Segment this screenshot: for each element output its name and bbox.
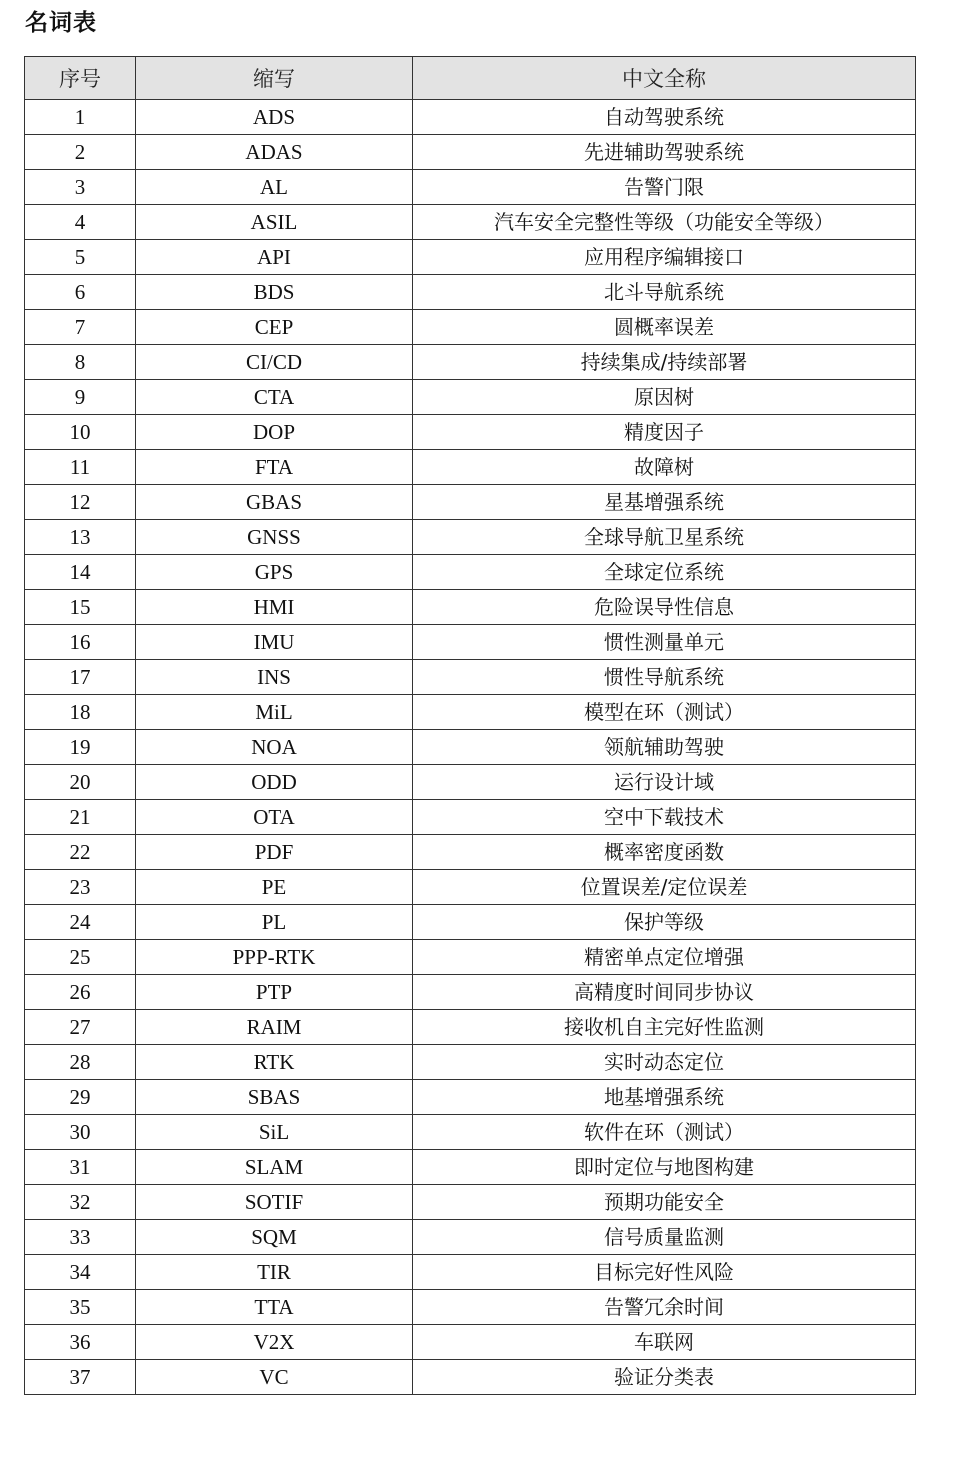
row-abbreviation-cell: DOP <box>136 415 413 450</box>
table-row <box>25 135 916 170</box>
row-index-cell: 27 <box>25 1010 136 1045</box>
row-index-cell: 24 <box>25 905 136 940</box>
row-full-name-cell: 自动驾驶系统 <box>413 100 916 135</box>
table-row <box>25 590 916 625</box>
table-row <box>25 905 916 940</box>
row-full-name-cell: 信号质量监测 <box>413 1220 916 1255</box>
row-index-cell: 33 <box>25 1220 136 1255</box>
row-full-name-cell: 持续集成/持续部署 <box>413 345 916 380</box>
row-index-cell: 7 <box>25 310 136 345</box>
row-index-cell: 12 <box>25 485 136 520</box>
row-abbreviation-cell: OTA <box>136 800 413 835</box>
table-row <box>25 835 916 870</box>
table-row <box>25 1150 916 1185</box>
row-full-name-cell: 模型在环（测试） <box>413 695 916 730</box>
row-full-name-cell: 空中下载技术 <box>413 800 916 835</box>
row-abbreviation-cell: PTP <box>136 975 413 1010</box>
row-abbreviation-cell: CTA <box>136 380 413 415</box>
row-index-cell: 14 <box>25 555 136 590</box>
row-index-cell: 11 <box>25 450 136 485</box>
row-full-name-cell: 圆概率误差 <box>413 310 916 345</box>
header-row <box>25 57 916 100</box>
row-index-cell: 15 <box>25 590 136 625</box>
row-index-cell: 31 <box>25 1150 136 1185</box>
table-row <box>25 240 916 275</box>
row-full-name-cell: 运行设计域 <box>413 765 916 800</box>
row-abbreviation-cell: GNSS <box>136 520 413 555</box>
row-abbreviation-cell: CEP <box>136 310 413 345</box>
row-abbreviation-cell: ADS <box>136 100 413 135</box>
table-row <box>25 695 916 730</box>
table-row <box>25 1255 916 1290</box>
row-abbreviation-cell: PL <box>136 905 413 940</box>
row-full-name-cell: 目标完好性风险 <box>413 1255 916 1290</box>
glossary-table <box>24 56 916 1395</box>
row-abbreviation-cell: IMU <box>136 625 413 660</box>
row-index-cell: 35 <box>25 1290 136 1325</box>
table-row <box>25 1115 916 1150</box>
table-row <box>25 555 916 590</box>
row-full-name-cell: 汽车安全完整性等级（功能安全等级） <box>413 205 916 240</box>
row-abbreviation-cell: INS <box>136 660 413 695</box>
table-row <box>25 1045 916 1080</box>
table-row <box>25 170 916 205</box>
row-full-name-cell: 车联网 <box>413 1325 916 1360</box>
table-row <box>25 485 916 520</box>
row-full-name-cell: 告警冗余时间 <box>413 1290 916 1325</box>
row-full-name-cell: 软件在环（测试） <box>413 1115 916 1150</box>
row-index-cell: 4 <box>25 205 136 240</box>
row-abbreviation-cell: ASIL <box>136 205 413 240</box>
row-full-name-cell: 北斗导航系统 <box>413 275 916 310</box>
row-full-name-cell: 概率密度函数 <box>413 835 916 870</box>
row-abbreviation-cell: SOTIF <box>136 1185 413 1220</box>
row-abbreviation-cell: PPP-RTK <box>136 940 413 975</box>
table-row <box>25 100 916 135</box>
table-row <box>25 275 916 310</box>
table-row <box>25 1290 916 1325</box>
table-row <box>25 1325 916 1360</box>
page-title: 名词表 <box>25 10 97 36</box>
table-row <box>25 1185 916 1220</box>
row-full-name-cell: 接收机自主完好性监测 <box>413 1010 916 1045</box>
row-abbreviation-cell: FTA <box>136 450 413 485</box>
row-abbreviation-cell: TIR <box>136 1255 413 1290</box>
row-full-name-cell: 保护等级 <box>413 905 916 940</box>
table-row <box>25 1080 916 1115</box>
table-row <box>25 660 916 695</box>
row-abbreviation-cell: CI/CD <box>136 345 413 380</box>
table-row <box>25 380 916 415</box>
row-index-cell: 21 <box>25 800 136 835</box>
row-full-name-cell: 位置误差/定位误差 <box>413 870 916 905</box>
row-full-name-cell: 应用程序编辑接口 <box>413 240 916 275</box>
row-index-cell: 17 <box>25 660 136 695</box>
row-abbreviation-cell: MiL <box>136 695 413 730</box>
row-full-name-cell: 精度因子 <box>413 415 916 450</box>
row-index-cell: 28 <box>25 1045 136 1080</box>
row-index-cell: 37 <box>25 1360 136 1395</box>
row-full-name-cell: 故障树 <box>413 450 916 485</box>
row-full-name-cell: 全球导航卫星系统 <box>413 520 916 555</box>
row-index-cell: 18 <box>25 695 136 730</box>
row-full-name-cell: 实时动态定位 <box>413 1045 916 1080</box>
row-index-cell: 1 <box>25 100 136 135</box>
row-index-cell: 25 <box>25 940 136 975</box>
table-row <box>25 520 916 555</box>
table-row <box>25 1220 916 1255</box>
row-full-name-cell: 原因树 <box>413 380 916 415</box>
row-abbreviation-cell: RAIM <box>136 1010 413 1045</box>
row-index-cell: 3 <box>25 170 136 205</box>
row-full-name-cell: 先进辅助驾驶系统 <box>413 135 916 170</box>
table-row <box>25 975 916 1010</box>
table-header <box>25 57 916 100</box>
row-full-name-cell: 预期功能安全 <box>413 1185 916 1220</box>
header-index: 序号 <box>25 57 136 100</box>
row-index-cell: 23 <box>25 870 136 905</box>
row-abbreviation-cell: GBAS <box>136 485 413 520</box>
row-index-cell: 26 <box>25 975 136 1010</box>
table-row <box>25 1360 916 1395</box>
row-abbreviation-cell: SLAM <box>136 1150 413 1185</box>
row-full-name-cell: 告警门限 <box>413 170 916 205</box>
row-index-cell: 8 <box>25 345 136 380</box>
header-full-name: 中文全称 <box>413 57 916 100</box>
row-index-cell: 6 <box>25 275 136 310</box>
row-abbreviation-cell: NOA <box>136 730 413 765</box>
row-abbreviation-cell: VC <box>136 1360 413 1395</box>
row-index-cell: 19 <box>25 730 136 765</box>
table-row <box>25 205 916 240</box>
table-row <box>25 415 916 450</box>
row-abbreviation-cell: TTA <box>136 1290 413 1325</box>
row-full-name-cell: 高精度时间同步协议 <box>413 975 916 1010</box>
table-row <box>25 940 916 975</box>
row-abbreviation-cell: ODD <box>136 765 413 800</box>
row-full-name-cell: 地基增强系统 <box>413 1080 916 1115</box>
row-abbreviation-cell: PDF <box>136 835 413 870</box>
row-index-cell: 34 <box>25 1255 136 1290</box>
row-index-cell: 32 <box>25 1185 136 1220</box>
row-abbreviation-cell: PE <box>136 870 413 905</box>
row-index-cell: 9 <box>25 380 136 415</box>
row-abbreviation-cell: ADAS <box>136 135 413 170</box>
table-body <box>25 100 916 1395</box>
header-abbreviation: 缩写 <box>136 57 413 100</box>
row-abbreviation-cell: SBAS <box>136 1080 413 1115</box>
row-full-name-cell: 验证分类表 <box>413 1360 916 1395</box>
row-index-cell: 5 <box>25 240 136 275</box>
row-full-name-cell: 精密单点定位增强 <box>413 940 916 975</box>
table-row <box>25 800 916 835</box>
row-full-name-cell: 惯性导航系统 <box>413 660 916 695</box>
row-abbreviation-cell: SiL <box>136 1115 413 1150</box>
table-row <box>25 1010 916 1045</box>
row-index-cell: 36 <box>25 1325 136 1360</box>
row-index-cell: 20 <box>25 765 136 800</box>
row-index-cell: 29 <box>25 1080 136 1115</box>
row-index-cell: 22 <box>25 835 136 870</box>
table-row <box>25 625 916 660</box>
row-full-name-cell: 惯性测量单元 <box>413 625 916 660</box>
row-full-name-cell: 危险误导性信息 <box>413 590 916 625</box>
row-index-cell: 30 <box>25 1115 136 1150</box>
row-abbreviation-cell: AL <box>136 170 413 205</box>
row-abbreviation-cell: V2X <box>136 1325 413 1360</box>
row-index-cell: 16 <box>25 625 136 660</box>
row-full-name-cell: 即时定位与地图构建 <box>413 1150 916 1185</box>
row-abbreviation-cell: HMI <box>136 590 413 625</box>
row-index-cell: 10 <box>25 415 136 450</box>
table-row <box>25 870 916 905</box>
table-row <box>25 345 916 380</box>
row-abbreviation-cell: BDS <box>136 275 413 310</box>
row-index-cell: 2 <box>25 135 136 170</box>
row-abbreviation-cell: API <box>136 240 413 275</box>
table-row <box>25 730 916 765</box>
table-row <box>25 450 916 485</box>
row-full-name-cell: 全球定位系统 <box>413 555 916 590</box>
row-abbreviation-cell: GPS <box>136 555 413 590</box>
row-index-cell: 13 <box>25 520 136 555</box>
table-row <box>25 765 916 800</box>
row-full-name-cell: 领航辅助驾驶 <box>413 730 916 765</box>
row-abbreviation-cell: SQM <box>136 1220 413 1255</box>
table-row <box>25 310 916 345</box>
row-abbreviation-cell: RTK <box>136 1045 413 1080</box>
row-full-name-cell: 星基增强系统 <box>413 485 916 520</box>
